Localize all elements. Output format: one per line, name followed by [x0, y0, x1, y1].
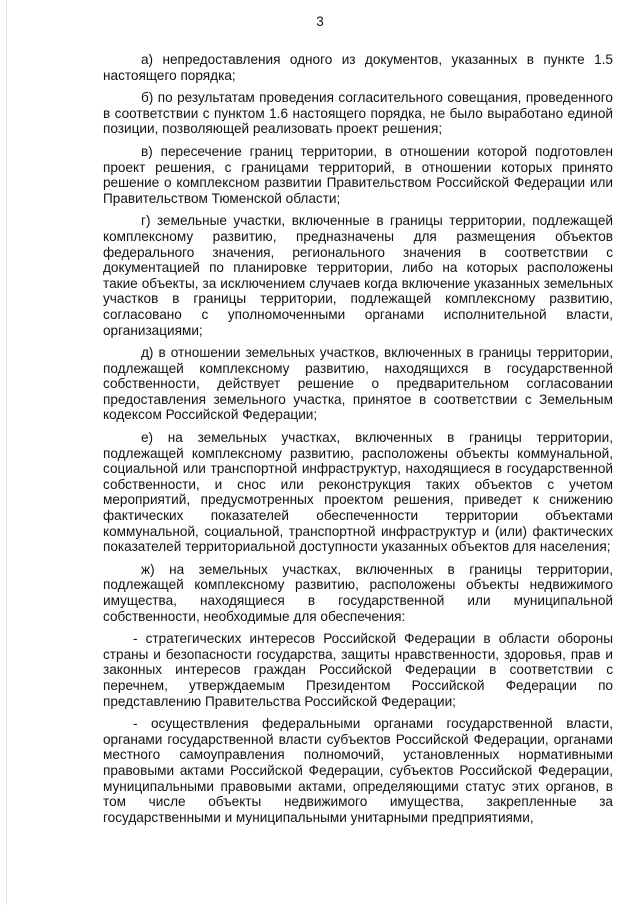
paragraph-v: в) пересечение границ территории, в отношении которой подготовлен проект решения, с границами территорий, в отношении которых принято решение о комплексном развитии Правительством Российской Федерации или Правительством Тюменской области;	[103, 143, 613, 206]
paragraph-g: г) земельные участки, включенные в границы территории, подлежащей комплексному развитию, предназначены для размещения объектов федерального значения, регионального значения в соответствии с документацией по планировке территории, либо на которых расположены такие объекты, за исключением случаев когда включение указанных земельных участков в границы территории, подлежащей комплексному развитию, согласовано с уполномоченными органами исполнительной власти, организациями;	[103, 213, 613, 338]
paragraph-a: а) непредоставления одного из документов, указанных в пункте 1.5 настоящего порядка;	[103, 52, 613, 83]
paragraph-d: д) в отношении земельных участков, включенных в границы территории, подлежащей комплексному развитию, находящихся в государственной собственности, действует решение о предварительном согласовании предоставления земельного участка, принятое в соответствии с Земельным кодексом Российской Федерации;	[103, 345, 613, 423]
scan-margin-line	[6, 0, 7, 905]
dash-item-strategic-interests: - стратегических интересов Российской Федерации в области обороны страны и безопасности государства, защиты нравственности, здоровья, прав и законных интересов граждан Российской Федерации в соответствии с перечнем, утверждаемым Президентом Российской Федерации по представлению Правительства Российской Федерации;	[103, 631, 613, 709]
dash-item-authorities-powers: - осуществления федеральными органами государственной власти, органами государственной власти субъектов Российской Федерации, органами местного самоуправления полномочий, установленных нормативными правовыми актами Российской Федерации, субъектов Российской Федерации, муниципальными правовыми актами, определяющими статус этих органов, в том числе объекты недвижимого имущества, закрепленные за государственными и муниципальными унитарными предприятиями,	[103, 716, 613, 825]
paragraph-b: б) по результатам проведения согласительного совещания, проведенного в соответствии с пунктом 1.6 настоящего порядка, не было выработано единой позиции, позволяющей реализовать проект решения;	[103, 90, 613, 137]
paragraph-e: е) на земельных участках, включенных в границы территории, подлежащей комплексному развитию, расположены объекты коммунальной, социальной или транспортной инфраструктур, находящиеся в государственной собственности, и снос или реконструкция таких объектов с учетом мероприятий, предусмотренных проектом решения, приведет к снижению фактических показателей обеспеченности территории объектами коммунальной, социальной, транспортной инфраструктур и (или) фактических показателей территориальной доступности указанных объектов для населения;	[103, 430, 613, 555]
paragraph-zh: ж) на земельных участках, включенных в границы территории, подлежащей комплексному развитию, расположены объекты недвижимого имущества, находящиеся в государственной или муниципальной собственности, необходимые для обеспечения:	[103, 561, 613, 624]
document-body	[103, 52, 613, 832]
page-number: 3	[316, 14, 324, 29]
